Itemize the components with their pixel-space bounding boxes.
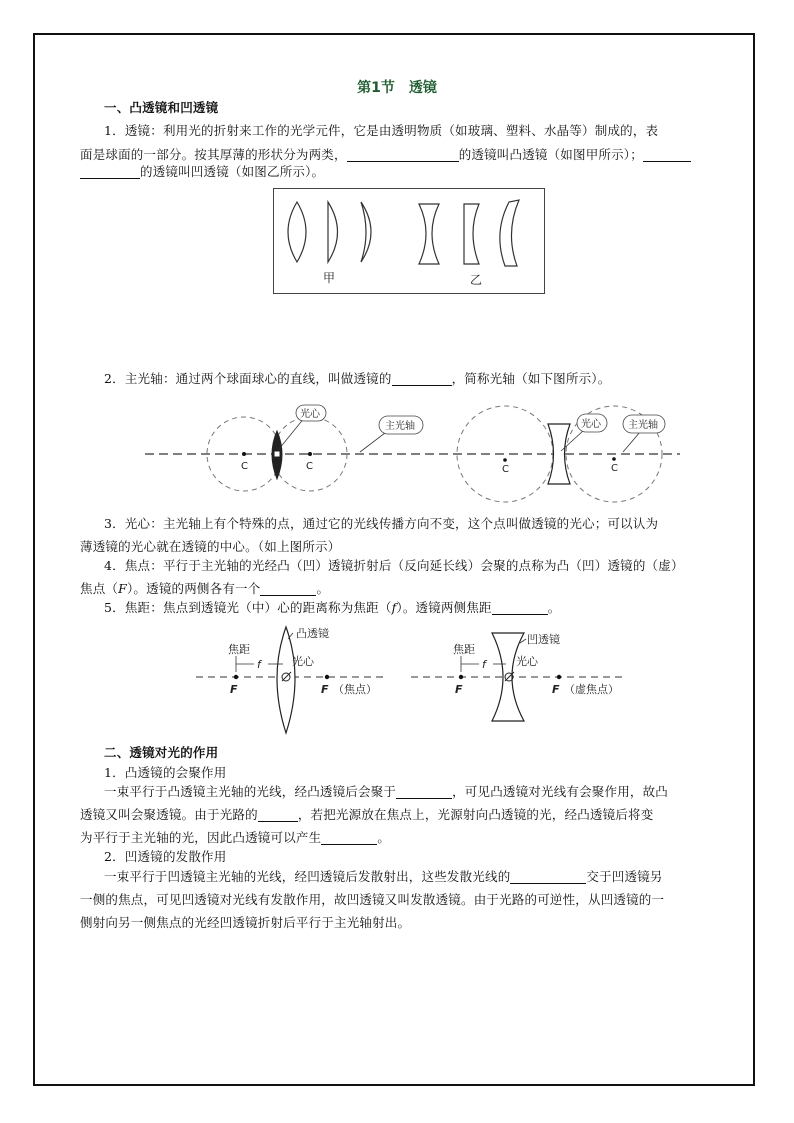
- planoconvex-lens-icon: [328, 202, 338, 262]
- s1-text-e: 为平行于主光轴的光，因此凸透镜可以产生: [80, 830, 322, 845]
- s1-line1: [104, 780, 744, 804]
- s1-line2: [80, 803, 720, 827]
- p5-text-b: ）。透镜两侧焦距: [396, 600, 492, 615]
- biconvex-lens-icon: [288, 202, 306, 262]
- label-optical-center-left: 光心: [300, 409, 320, 420]
- blank-reversibility[interactable]: [258, 807, 298, 822]
- p5-line: [104, 596, 744, 620]
- section2-heading: 二、透镜对光的作用: [104, 745, 219, 760]
- meniscus-convex-lens-icon: [361, 202, 371, 262]
- center-c-right2: C: [611, 463, 618, 474]
- page-title: 第1节 透镜: [357, 80, 437, 96]
- label-virtual-focus: （虚焦点）: [564, 683, 619, 696]
- label-f-left: f: [257, 658, 261, 671]
- s1-text-f: 。: [377, 830, 391, 845]
- label-center-right: 光心: [516, 655, 538, 668]
- meniscus-concave-lens-icon: [500, 200, 519, 266]
- center-c-left2: C: [306, 461, 313, 472]
- label-jia: 甲: [323, 271, 336, 285]
- s1-text-b: ，可见凸透镜对光线有会聚作用，故凸: [452, 784, 669, 799]
- convex-lens-focal-shape: [277, 627, 295, 733]
- blank-parallel-light[interactable]: [321, 830, 377, 845]
- p5-f: f: [391, 600, 397, 615]
- s2-line2: 一侧的焦点，可见凹透镜对光线有发散作用，故凹透镜又叫发散透镜。由于光路的可逆性，从凹透镜的一: [80, 892, 665, 907]
- lens-types-figure: [273, 188, 545, 294]
- label-F-right2: F: [552, 683, 560, 696]
- center-c-right1: C: [502, 464, 509, 475]
- p1-text-b: 面是球面的一部分。按其厚薄的形状分为两类，: [80, 147, 347, 162]
- s2-text-b: 交于凹透镜另: [586, 869, 663, 884]
- p4-line1: 4．焦点：平行于主光轴的光经凸（凹）透镜折射后（反向延长线）会聚的点称为凸（凹）透镜的（虚）: [104, 558, 684, 573]
- planoconcave-lens-icon: [464, 204, 479, 264]
- blank-focal-equal[interactable]: [492, 600, 548, 615]
- s2-text-a: 一束平行于凹透镜主光轴的光线，经凹透镜后发散射出，这些发散光线的: [104, 869, 511, 884]
- s2-line1: [104, 865, 744, 889]
- p1-text-c: 的透镜叫凸透镜（如图甲所示）；: [458, 147, 643, 162]
- p1-line3: [80, 160, 720, 184]
- label-f-right: f: [482, 658, 486, 671]
- label-concave: 凹透镜: [527, 633, 560, 646]
- blank-concave-b[interactable]: [80, 164, 140, 179]
- focal-length-figure: [196, 625, 626, 737]
- s1-text-d: ，若把光源放在焦点上，光源射向凸透镜的光，经凸透镜后将变: [297, 807, 654, 822]
- p3-line1: 3．光心：主光轴上有个特殊的点，通过它的光线传播方向不变，这个点叫做透镜的光心；可以认为: [104, 516, 659, 531]
- p4-text-b: 焦点（: [80, 581, 119, 596]
- p5-text-c: 。: [547, 600, 561, 615]
- label-F-left2: F: [321, 683, 329, 696]
- label-yi: 乙: [470, 273, 483, 287]
- p1-text-d: 的透镜叫凹透镜（如图乙所示）。: [140, 164, 325, 179]
- p3-line2: 薄透镜的光心就在透镜的中心。（如上图所示）: [80, 539, 341, 554]
- label-focal-right: 焦距: [453, 643, 475, 656]
- label-focus: （焦点）: [333, 683, 377, 696]
- label-main-axis-left: 主光轴: [385, 421, 415, 432]
- section1-heading: 一、凸透镜和凹透镜: [104, 100, 219, 115]
- p2-text-b: ，简称光轴（如下图所示）。: [451, 371, 611, 386]
- label-F-left1: F: [230, 683, 238, 696]
- center-c-left1: C: [241, 461, 248, 472]
- p4-text-d: 。: [316, 581, 330, 596]
- label-focal-left: 焦距: [228, 643, 250, 656]
- p4-F: F: [118, 581, 127, 596]
- blank-reverse-extension[interactable]: [510, 869, 586, 884]
- s1-text-c: 透镜又叫会聚透镜。由于光路的: [80, 807, 258, 822]
- s2-title: 2．凹透镜的发散作用: [104, 849, 227, 864]
- p5-text-a: 5．焦距：焦点到透镜光（中）心的距离称为焦距（: [104, 600, 392, 615]
- p1-line1: 1．透镜：利用光的折射来工作的光学元件，它是由透明物质（如玻璃、塑料、水晶等）制成的，表: [104, 123, 659, 138]
- main-axis-figure: [145, 397, 685, 507]
- biconcave-lens-icon: [419, 204, 439, 264]
- blank-focus[interactable]: [260, 581, 316, 596]
- label-center-left: 光心: [292, 655, 314, 668]
- p2-line: [104, 367, 744, 391]
- label-main-axis-right: 主光轴: [628, 420, 658, 431]
- s1-title: 1．凸透镜的会聚作用: [104, 765, 227, 780]
- p2-text-a: 2．主光轴：通过两个球面球心的直线，叫做透镜的: [104, 371, 392, 386]
- p4-text-c: ）。透镜的两侧各有一个: [126, 581, 261, 596]
- label-F-right1: F: [455, 683, 463, 696]
- s2-line3: 侧射向另一侧焦点的光经凹透镜折射后平行于主光轴射出。: [80, 915, 411, 930]
- label-convex: 凸透镜: [296, 627, 329, 640]
- blank-main-axis[interactable]: [392, 371, 452, 386]
- label-optical-center-right: 光心: [581, 419, 601, 430]
- blank-converge-point[interactable]: [396, 784, 452, 799]
- s1-text-a: 一束平行于凸透镜主光轴的光线，经凸透镜后会聚于: [104, 784, 397, 799]
